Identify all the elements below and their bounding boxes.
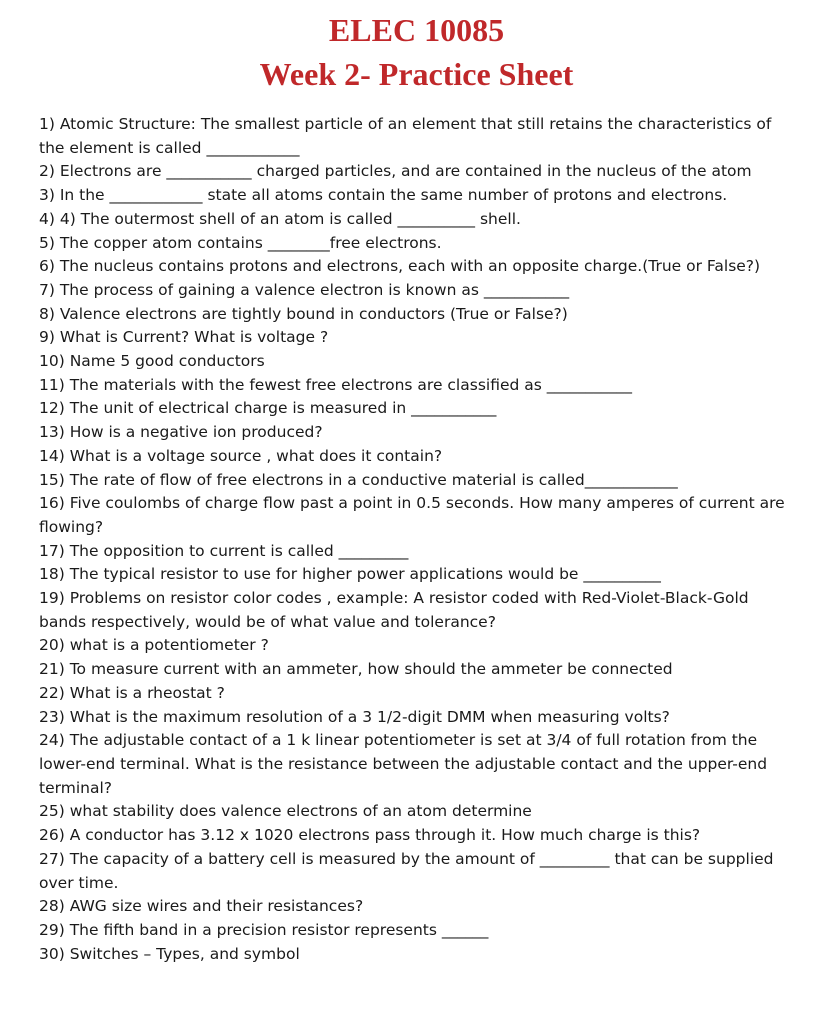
question-item: 5) The copper atom contains ________free electrons. [39,233,442,252]
question-item: 7) The process of gaining a valence electron is known as ___________ [39,280,570,299]
question-item: 13) How is a negative ion produced? [39,423,323,442]
question-item: 16) Five coulombs of charge flow past a point in 0.5 seconds. How many amperes of current are flowing? [39,494,785,536]
question-item: 17) The opposition to current is called _________ [39,541,409,560]
question-item: 21) To measure current with an ammeter, how should the ammeter be connected [39,660,673,679]
question-item: 9) What is Current? What is voltage ? [39,328,329,347]
question-item: 18) The typical resistor to use for higher power applications would be __________ [39,565,661,584]
question-item: 12) The unit of electrical charge is measured in ___________ [39,399,497,418]
question-item: 25) what stability does valence electrons of an atom determine [39,802,532,821]
question-item: 1) Atomic Structure: The smallest particle of an element that still retains the characteristics of the element is called ____________ [39,115,772,157]
question-item: 29) The fifth band in a precision resistor represents ______ [39,920,489,939]
question-item: 22) What is a rheostat ? [39,683,225,702]
sheet-subtitle: Week 2- Practice Sheet [259,56,574,92]
question-item: 15) The rate of flow of free electrons in a conductive material is called____________ [39,470,678,489]
question-list [39,113,799,966]
question-item: 27) The capacity of a battery cell is measured by the amount of _________ that can be supplied over time. [39,849,774,892]
question-item: 2) Electrons are ___________ charged particles, and are contained in the nucleus of the atom [39,162,752,181]
question-item: 30) Switches – Types, and symbol [39,944,300,963]
question-item: 4) 4) The outermost shell of an atom is called __________ shell. [39,209,521,228]
question-item: 14) What is a voltage source , what does it contain? [39,446,443,465]
question-item: 6) The nucleus contains protons and electrons, each with an opposite charge.(True or False?) [39,257,761,276]
question-item: 20) what is a potentiometer ? [39,636,269,655]
course-title: ELEC 10085 [328,12,505,48]
header [0,8,833,96]
question-item: 8) Valence electrons are tightly bound in conductors (True or False?) [39,304,568,323]
question-item: 23) What is the maximum resolution of a 3 1/2-digit DMM when measuring volts? [39,707,670,726]
question-item: 11) The materials with the fewest free electrons are classified as ___________ [39,375,633,394]
question-item: 26) A conductor has 3.12 x 1020 electrons pass through it. How much charge is this? [39,826,701,845]
question-item: 3) In the ____________ state all atoms contain the same number of protons and electrons. [39,186,728,205]
question-item: 10) Name 5 good conductors [39,352,265,371]
question-item: 19) Problems on resistor color codes , example: A resistor coded with Red-Violet-Black-Gold bands respectively, would be of what value and tolerance? [39,589,749,631]
question-item: 24) The adjustable contact of a 1 k linear potentiometer is set at 3/4 of full rotation from the lower-end terminal. What is the resistance between the adjustable contact and the upper-end terminal? [39,731,768,797]
question-item: 28) AWG size wires and their resistances? [39,897,364,916]
